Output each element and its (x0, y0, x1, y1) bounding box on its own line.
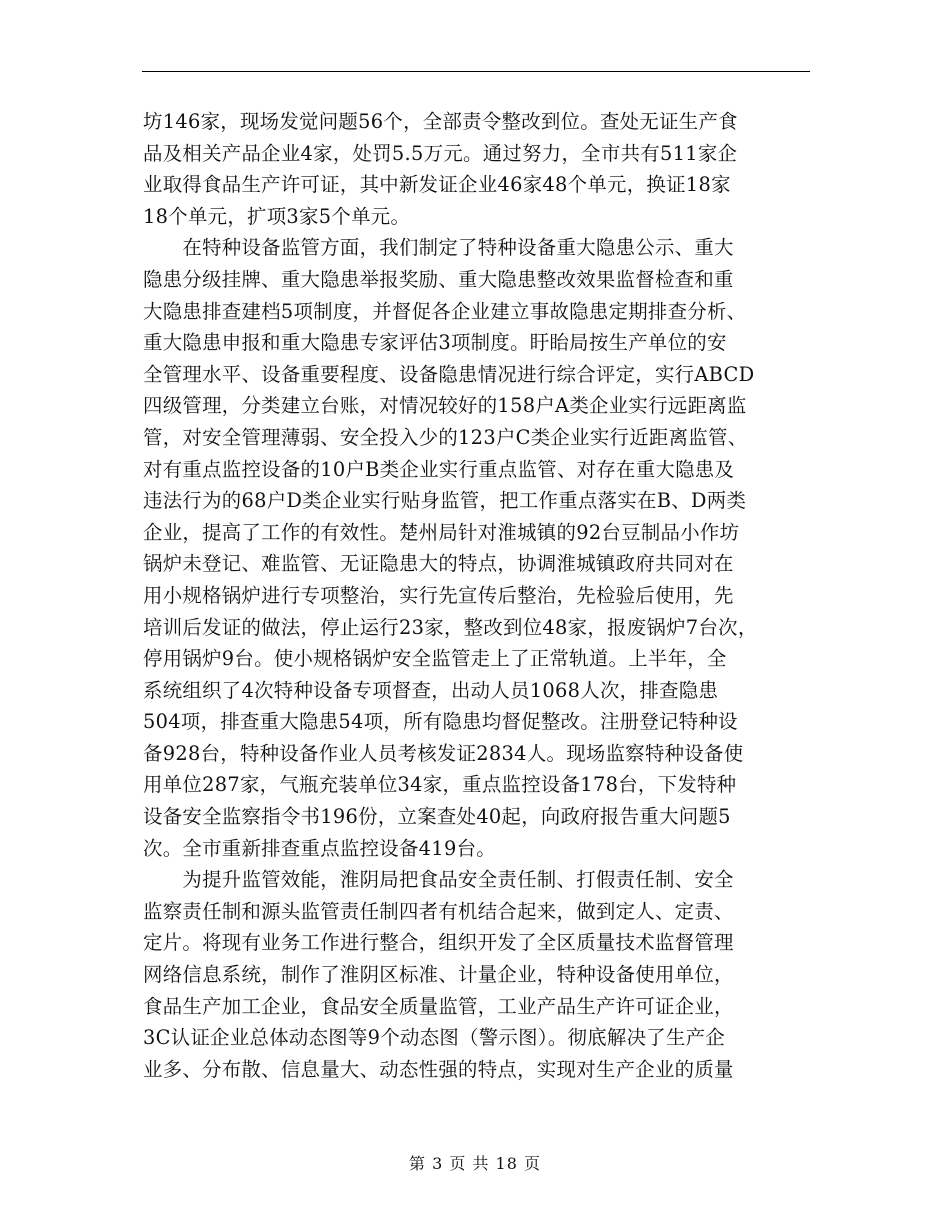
text-line: 用小规格锅炉进行专项整治，实行先宣传后整治，先检验后使用，先 (143, 583, 734, 607)
text-line: 为提升监管效能，淮阴局把食品安全责任制、打假责任制、安全 (143, 868, 734, 892)
text-line: 品及相关产品企业4家，处罚5.5万元。通过努力，全市共有511家企 (143, 141, 738, 165)
text-line: 重大隐患申报和重大隐患专家评估3项制度。盱眙局按生产单位的安 (143, 331, 727, 355)
text-line: 系统组织了4次特种设备专项督查，出动人员1068人次，排查隐患 (143, 678, 719, 702)
text-line: 3C认证企业总体动态图等9个动态图（警示图）。彻底解决了生产企 (143, 1026, 726, 1050)
text-line: 坊146家，现场发觉问题56个，全部责令整改到位。查处无证生产食 (143, 110, 738, 133)
text-line: 全管理水平、设备重要程度、设备隐患情况进行综合评定，实行ABCD (143, 362, 755, 386)
text-line: 设备安全监察指令书196份，立案查处40起，向政府报告重大问题5 (143, 805, 731, 829)
text-line: 四级管理，分类建立台账，对情况较好的158户A类企业实行远距离监 (143, 394, 747, 418)
text-line: 大隐患排查建档5项制度，并督促各企业建立事故隐患定期排查分析、 (143, 299, 747, 323)
text-line: 培训后发证的做法，停止运行23家，整改到位48家，报废锅炉7台次， (143, 615, 758, 639)
text-line: 对有重点监控设备的10户B类企业实行重点监管、对存在重大隐患及 (143, 457, 735, 481)
text-line: 在特种设备监管方面，我们制定了特种设备重大隐患公示、重大 (143, 236, 734, 260)
text-line: 业多、分布散、信息量大、动态性强的特点，实现对生产企业的质量 (143, 1057, 734, 1081)
text-line: 业取得食品生产许可证，其中新发证企业46家48个单元，换证18家 (143, 173, 731, 197)
body-text (143, 106, 833, 1085)
text-line: 次。全市重新排查重点监控设备419台。 (143, 836, 496, 860)
text-line: 网络信息系统，制作了淮阴区标准、计量企业，特种设备使用单位， (143, 963, 734, 987)
text-line: 504项，排查重大隐患54项，所有隐患均督促整改。注册登记特种设 (143, 710, 738, 734)
text-line: 管，对安全管理薄弱、安全投入少的123户C类企业实行近距离监管、 (143, 425, 748, 449)
text-line: 定片。将现有业务工作进行整合，组织开发了全区质量技术监督管理 (143, 931, 734, 955)
text-line: 备928台，特种设备作业人员考核发证2834人。现场监察特种设备使 (143, 741, 744, 765)
text-line: 用单位287家，气瓶充装单位34家，重点监控设备178台，下发特种 (143, 773, 737, 797)
text-line: 违法行为的68户D类企业实行贴身监管，把工作重点落实在B、D两类 (143, 489, 747, 513)
text-line: 锅炉未登记、难监管、无证隐患大的特点，协调淮城镇政府共同对在 (143, 552, 734, 576)
text-line: 监察责任制和源头监管责任制四者有机结合起来，做到定人、定责、 (143, 899, 734, 923)
text-line: 停用锅炉9台。使小规格锅炉安全监管走上了正常轨道。上半年，全 (143, 647, 727, 671)
header-rule (142, 71, 810, 72)
text-line: 隐患分级挂牌、重大隐患举报奖励、重大隐患整改效果监督检查和重 (143, 267, 734, 291)
text-line: 18个单元，扩项3家5个单元。 (143, 204, 411, 228)
text-line: 食品生产加工企业，食品安全质量监管，工业产品生产许可证企业， (143, 994, 734, 1018)
text-line: 企业，提高了工作的有效性。楚州局针对淮城镇的92台豆制品小作坊 (143, 520, 740, 544)
page-number: 第 3 页 共 18 页 (409, 1154, 541, 1173)
